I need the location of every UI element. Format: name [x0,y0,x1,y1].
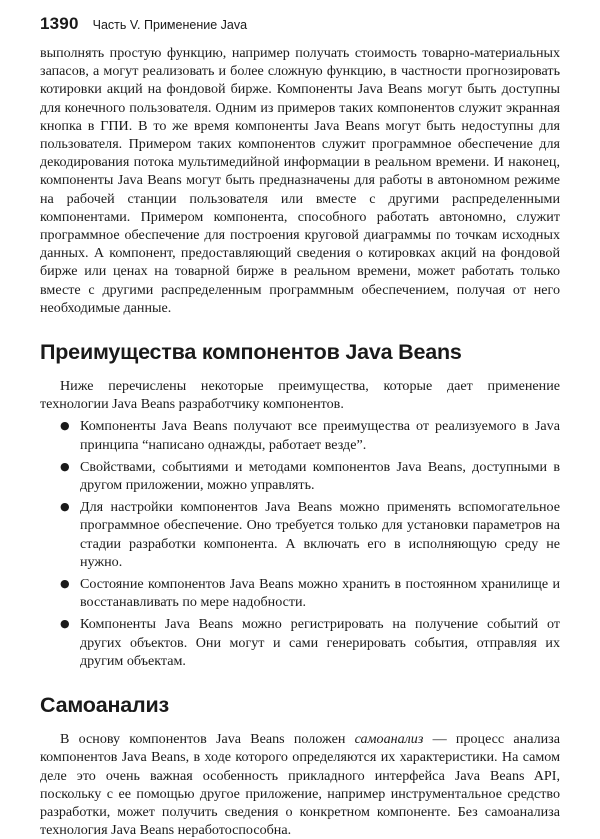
advantages-list [40,417,560,670]
book-page [40,14,560,839]
bullet-icon: ● [60,500,70,514]
list-item-text: Свойствами, событиями и методами компонентов Java Beans, доступными в другом приложении, можно управлять. [80,458,560,494]
list-item-text: Компоненты Java Beans получают все преимущества от реализуемого в Java принципа “написано однажды, работает везде”. [80,418,560,453]
bullet-icon: ● [60,419,70,433]
list-item [40,575,560,611]
list-item-text: Состояние компонентов Java Beans можно хранить в постоянном хранилище и восстанавливать по мере надобности. [80,576,560,611]
advantages-heading: Преимущества компонентов Java Beans [40,340,462,365]
list-item-text: Для настройки компонентов Java Beans можно применять вспомогательное программное обеспечение. Оно требуется только для установки параметров на стадии разработки компонента. А включать его в исполняющую среду не нужно. [80,499,560,570]
list-item [40,498,560,571]
bullet-icon: ● [60,617,70,631]
introspection-heading: Самоанализ [40,693,169,718]
introspection-paragraph [40,730,560,839]
list-item [40,417,560,453]
list-item [40,458,560,494]
introspection-text-start: В основу компонентов Java Beans положен [60,731,355,748]
introspection-term: самоанализ [354,731,424,748]
bullet-icon: ● [60,577,70,591]
introspection-text-end: — процесс анализа компонентов Java Beans, в ходе которого определяются их характеристики. На самом деле это очень важная особенность прикладного интерфейса Java Beans API, поскольку с ее помощью другое приложение, например инструментальное средство разработки, может получить сведения о конкретном компоненте. Без самоанализа технология Java Beans неработоспособна. [40,731,560,839]
intro-paragraph: выполнять простую функцию, например получать стоимость товарно-материальных запасов, а могут реализовать и более сложную функцию, в частности прогнозировать котировки акций на фондовой бирже. Компоненты Java Beans могут быть доступны для конечного пользователя. Одним из примеров таких компонентов служит экранная кнопка в ГПИ. В то же время компоненты Java Beans могут быть недоступны для пользователя. Примером таких компонентов служит программное обеспечение для декодирования потока мультимедийной информации в реальном времени. И наконец, компоненты Java Beans могут быть предназначены для работы в автономном режиме на рабочей станции пользователя или вместе с другими распределенными компонентами. Примером компонента, способного работать автономно, служит программное обеспечение для построения круговой диаграммы по точкам исходных данных. А компонент, предоставляющий сведения о котировках акций на фондовой бирже или ценах на товарной бирже в реальном времени, может работать только вместе с другими распределенным программным обеспечением, получая от него необходимые данные. [40,45,560,316]
running-head: Часть V. Применение Java [92,18,248,32]
list-item [40,615,560,670]
page-header [40,14,560,36]
advantages-lead: Ниже перечислены некоторые преимущества, которые дает применение технологии Java Beans разработчику компонентов. [40,378,560,413]
bullet-icon: ● [60,459,70,473]
list-item-text: Компоненты Java Beans можно регистрировать на получение событий от других объектов. Они могут и сами генерировать события, отправляя их другим объектам. [80,616,560,669]
page-number: 1390 [40,14,79,33]
